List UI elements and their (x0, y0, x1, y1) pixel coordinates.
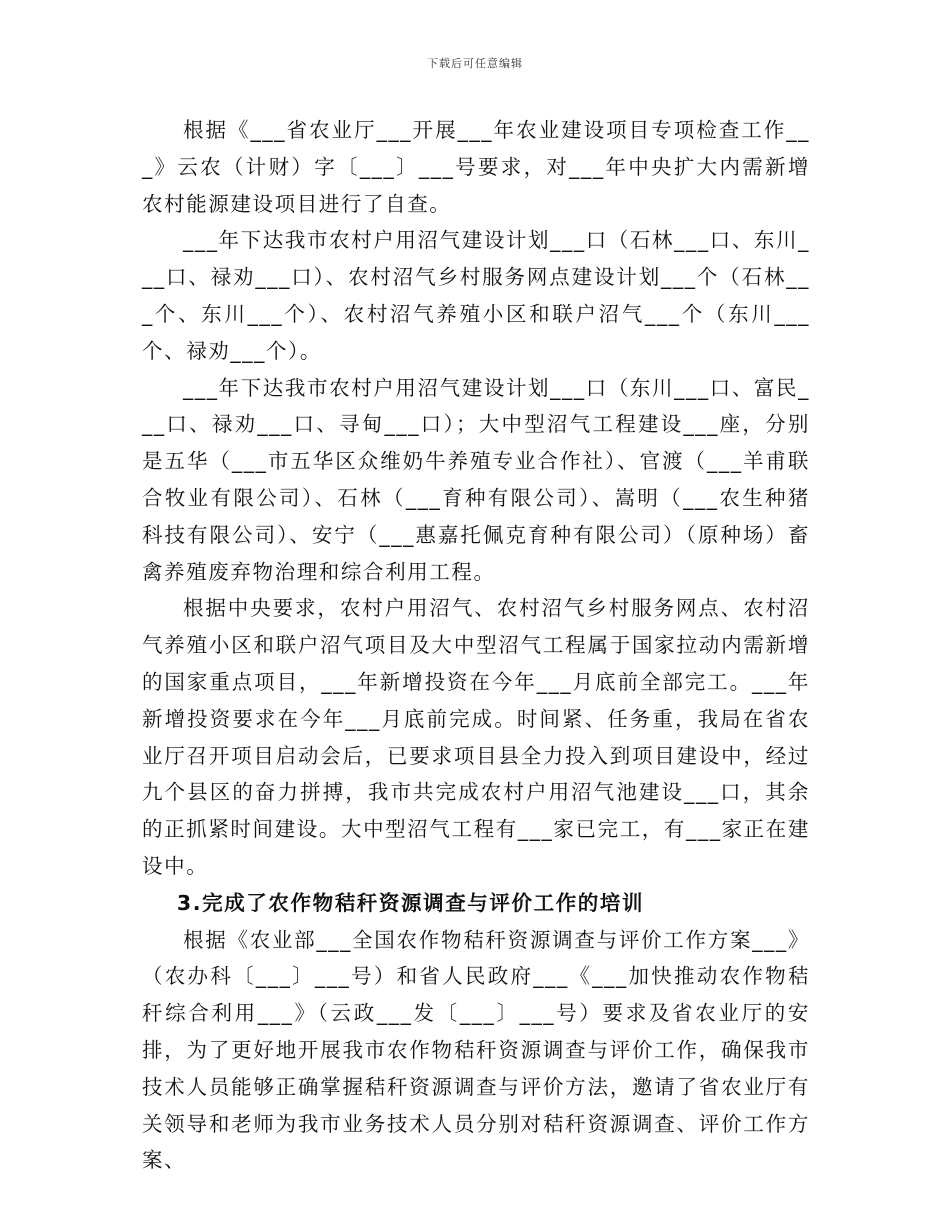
paragraph-central-requirements: 根据中央要求，农村户用沼气、农村沼气乡村服务网点、农村沼气养殖小区和联户沼气项目及大中型沼气工程属于国家拉动内需新增的国家重点项目，___年新增投资在今年___月底前全部完工。___年新增投资要求在今年___月底前完成。时间紧、任务重，我局在省农业厅召开项目启动会后，已要求项目县全力投入到项目建设中，经过九个县区的奋力拼搏，我市共完成农村户用沼气池建设___口，其余的正抓紧时间建设。大中型沼气工程有___家已完工，有___家正在建设中。 (142, 596, 810, 878)
document-body (142, 112, 810, 1179)
section-heading: 3.完成了农作物秸秆资源调查与评价工作的培训 (176, 890, 645, 915)
paragraph-biogas-plan-first: ___年下达我市农村户用沼气建设计划___口（石林___口、东川___口、禄劝___口）、农村沼气乡村服务网点建设计划___个（石林___个、东川___个）、农村沼气养殖小区和联户沼气___个（东川___个、禄劝___个）。 (142, 228, 810, 363)
paragraph-biogas-plan-second: ___年下达我市农村户用沼气建设计划___口（东川___口、富民___口、禄劝___口、寻甸___口）；大中型沼气工程建设___座，分别是五华（___市五华区众维奶牛养殖专业合作社）、官渡（___羊甫联合牧业有限公司）、石林（___育种有限公司）、嵩明（___农生种猪科技有限公司）、安宁（___惠嘉托佩克育种有限公司）（原种场）畜禽养殖废弃物治理和综合利用工程。 (142, 375, 810, 584)
paragraph-straw-survey-training: 根据《农业部___全国农作物秸秆资源调查与评价工作方案___》（农办科〔___〕___号）和省人民政府___《___加快推动农作物秸秆综合利用___》（云政___发〔___〕___号）要求及省农业厅的安排，为了更好地开展我市农作物秸秆资源调查与评价工作，确保我市技术人员能够正确掌握秸秆资源调查与评价方法，邀请了省农业厅有关领导和老师为我市业务技术人员分别对秸秆资源调查、评价工作方案、 (142, 927, 810, 1173)
page-header-note: 下载后可任意编辑 (427, 57, 523, 70)
paragraph-inspection-basis: 根据《___省农业厅___开展___年农业建设项目专项检查工作___》云农（计财）字〔___〕___号要求，对___年中央扩大内需新增农村能源建设项目进行了自查。 (142, 118, 810, 216)
